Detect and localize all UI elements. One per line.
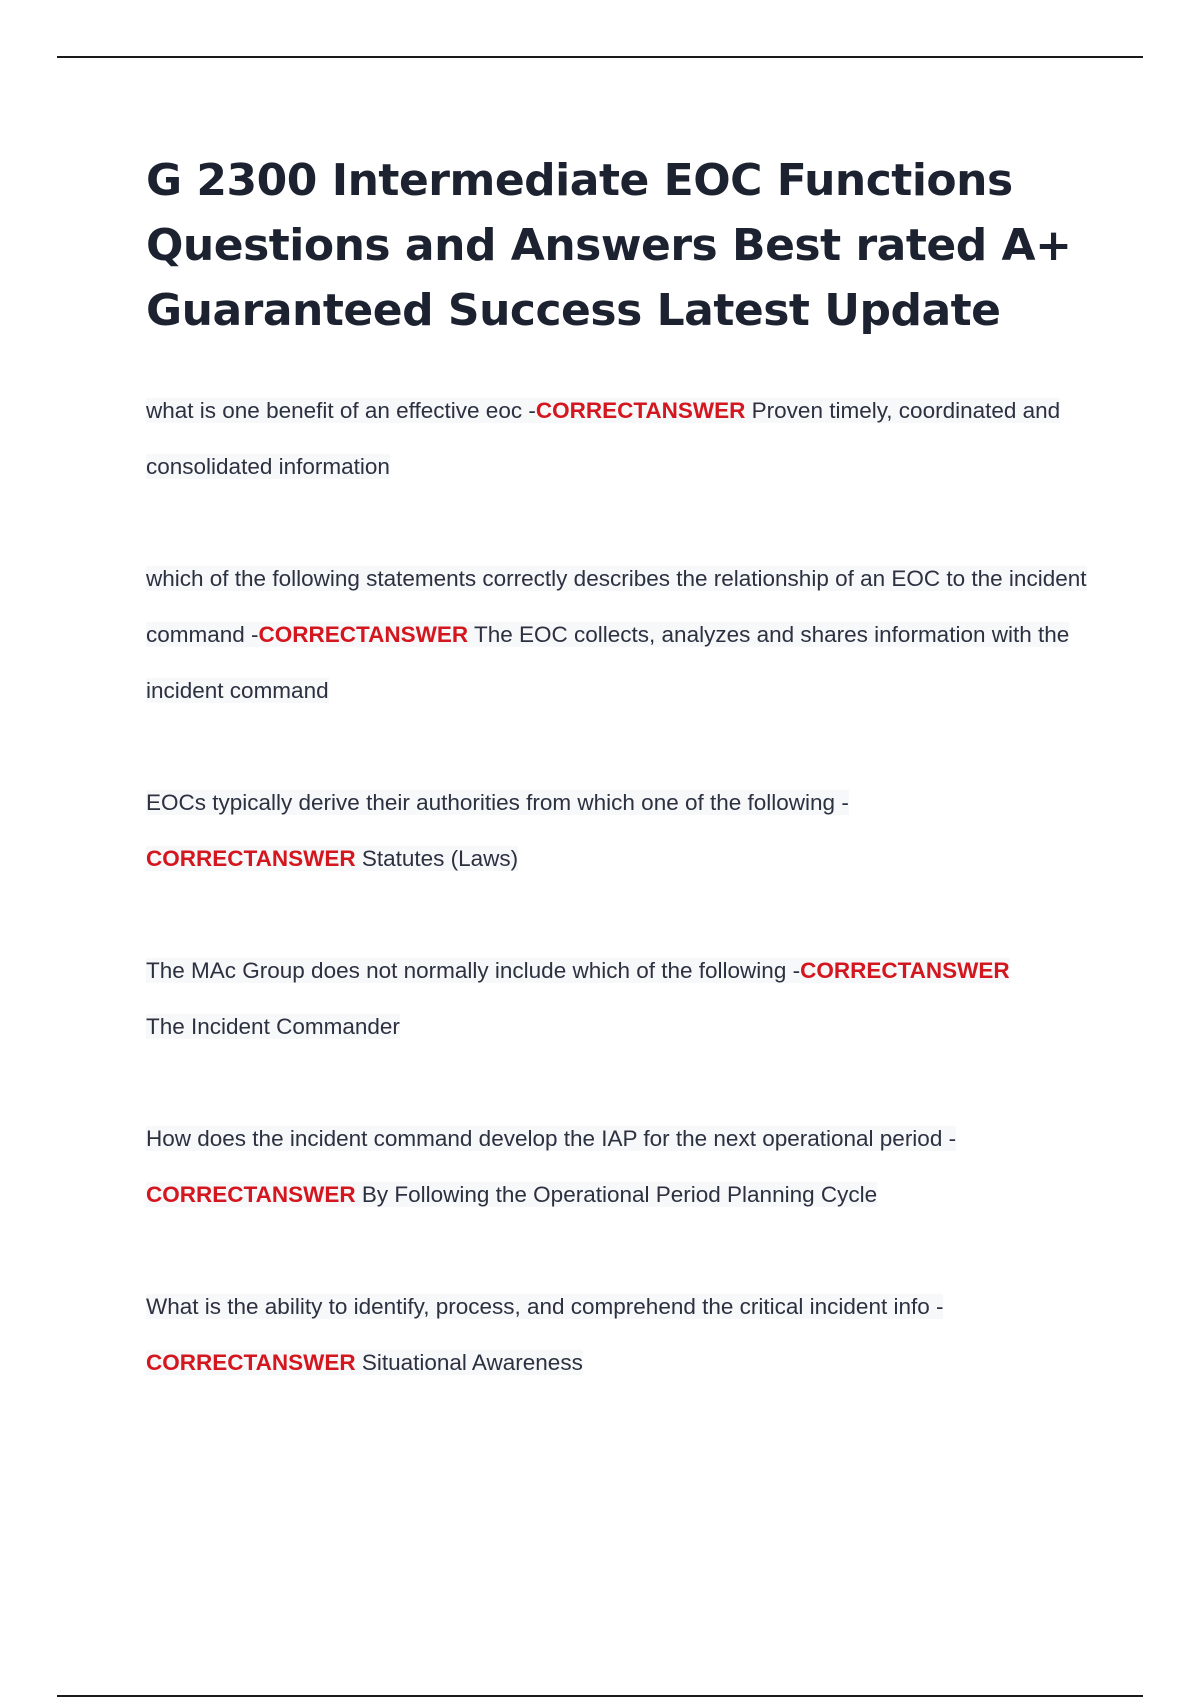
correct-answer-marker: CORRECTANSWER: [258, 622, 469, 647]
document-title: G 2300 Intermediate EOC Functions Questions and Answers Best rated A+ Guaranteed Success Latest Update: [146, 155, 1072, 336]
correct-answer-marker: CORRECTANSWER: [146, 1182, 356, 1207]
question-text: The MAc Group does not normally include which of the following -: [146, 958, 801, 983]
qa-item-2: [146, 551, 1096, 719]
answer-text: The Incident Commander: [146, 1014, 400, 1039]
question-text: which of the following statements correctly describes the relationship of an EOC to the incident command -: [146, 566, 1087, 647]
qa-item-6: [146, 1279, 1096, 1391]
answer-text: The EOC collects, analyzes and shares information with the incident command: [146, 622, 1070, 703]
bottom-rule: [57, 1695, 1143, 1697]
correct-answer-marker: CORRECTANSWER: [800, 958, 1010, 983]
qa-list: [146, 383, 1096, 1391]
qa-item-1: [146, 383, 1096, 495]
correct-answer-marker: CORRECTANSWER: [146, 1350, 356, 1375]
document-body: [146, 148, 1096, 1447]
answer-text: Situational Awareness: [361, 1350, 583, 1375]
answer-text: Statutes (Laws): [361, 846, 519, 871]
answer-text: By Following the Operational Period Planning Cycle: [361, 1182, 878, 1207]
question-text: EOCs typically derive their authorities from which one of the following -: [146, 790, 849, 815]
qa-item-4: [146, 943, 1096, 1055]
question-text: what is one benefit of an effective eoc -: [146, 398, 536, 423]
qa-item-5: [146, 1111, 1096, 1223]
answer-text: Proven timely, coordinated and consolidated information: [146, 398, 1061, 479]
top-rule: [57, 56, 1143, 58]
question-text: How does the incident command develop the IAP for the next operational period -: [146, 1126, 957, 1151]
correct-answer-marker: CORRECTANSWER: [535, 398, 746, 423]
question-text: What is the ability to identify, process, and comprehend the critical incident info -: [146, 1294, 944, 1319]
qa-item-3: [146, 775, 1096, 887]
correct-answer-marker: CORRECTANSWER: [146, 846, 356, 871]
